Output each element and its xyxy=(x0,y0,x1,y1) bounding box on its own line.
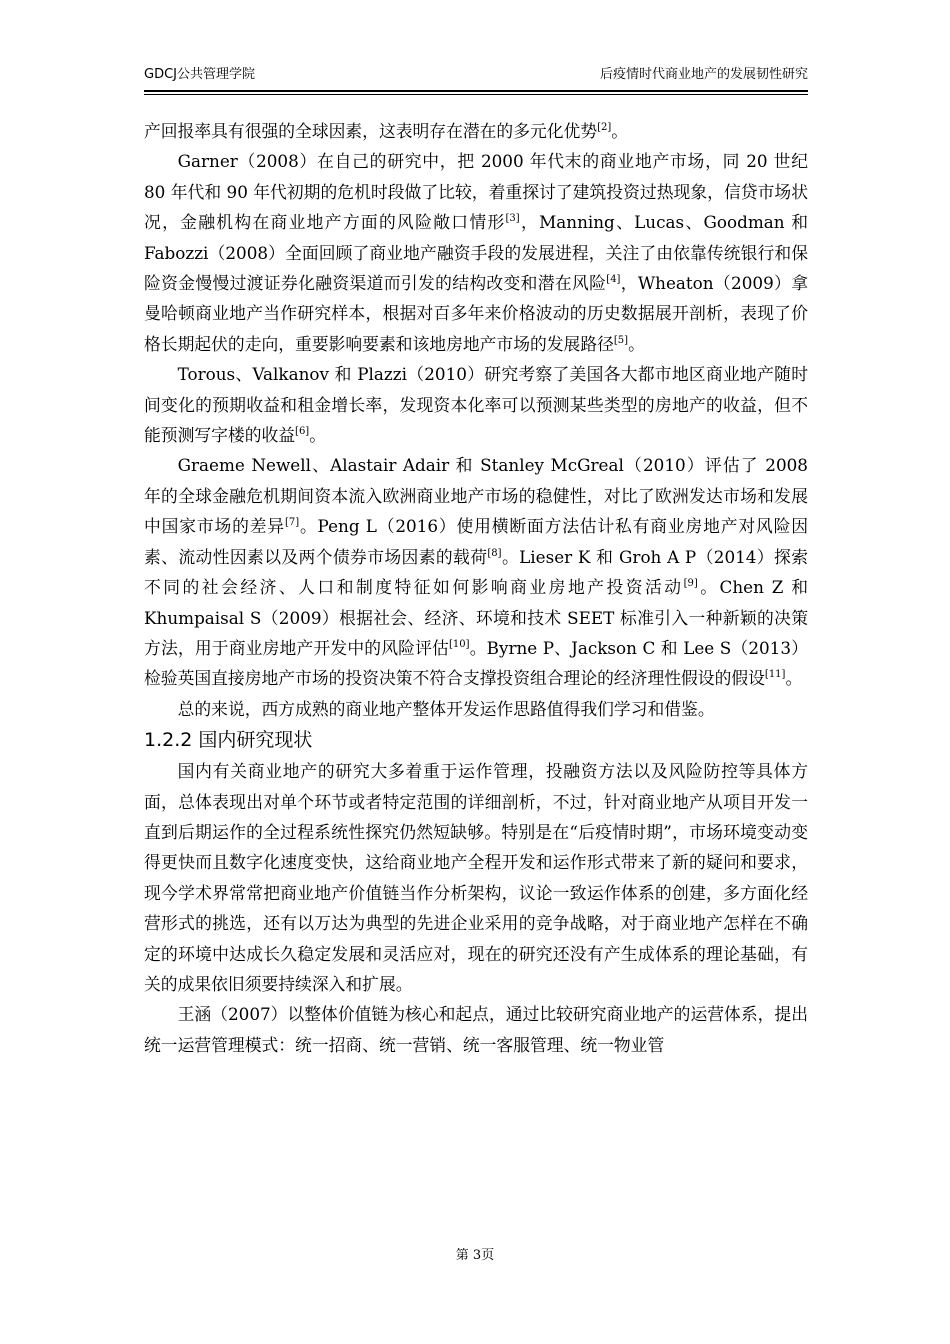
paragraph-1: 产回报率具有很强的全球因素，这表明存在潜在的多元化优势[2]。 xyxy=(144,121,629,141)
citation[interactable]: [2] xyxy=(597,122,612,133)
header-thesis-title: 后疫情时代商业地产的发展韧性研究 xyxy=(599,67,808,82)
page-number: 第 3页 xyxy=(455,1248,495,1263)
citation[interactable]: [6] xyxy=(295,426,310,438)
document-body xyxy=(144,116,808,1060)
citation[interactable]: [10] xyxy=(449,638,470,650)
section-heading: 1.2.2 国内研究现状 xyxy=(144,729,313,752)
paragraph-2: Garner（2008）在自己的研究中，把 2000 年代末的商业地产市场，同 20 世纪 80 年代和 90 年代初期的危机时段做了比较，着重探讨了建筑投资过热现象，信贷市场状况，金融机构在商业地产方面的风险敞口情形[3]，Manning、Lucas、Goodman 和 Fabozzi（2008）全面回顾了商业地产融资手段的发展进程，关注了由依靠传统银行和保险资金慢慢过渡证券化融资渠道而引发的结构改变和潜在风险[4]，Wheaton（2009）拿曼哈顿商业地产当作研究样本，根据对百多年来价格波动的历史数据展开剖析，表现了价格长期起伏的走向，重要影响要素和该地房地产市场的发展路径[5]。 xyxy=(144,151,808,354)
citation[interactable]: [4] xyxy=(606,274,621,286)
paragraph-4: Graeme Newell、Alastair Adair 和 Stanley McGreal（2010）评估了 2008 年的全球金融危机期间资本流入欧洲商业地产市场的稳健性，对比了欧洲发达市场和发展中国家市场的差异[7]。Peng L（2016）使用横断面方法估计私有商业房地产对风险因素、流动性因素以及两个债券市场因素的载荷[8]。Lieser K 和 Groh A P（2014）探索不同的社会经济、人口和制度特征如何影响商业房地产投资活动[9]。Chen Z 和 Khumpaisal S（2009）根据社会、经济、环境和技术 SEET 标准引入一种新颖的决策方法，用于商业房地产开发中的风险评估[10]。Byrne P、Jackson C 和 Lee S（2013）检验英国直接房地产市场的投资决策不符合支撑投资组合理论的经济理性假设的假设[11]。 xyxy=(144,455,808,689)
header-rule-thick xyxy=(144,90,808,92)
header-school: GDCJ公共管理学院 xyxy=(144,67,255,82)
citation[interactable]: [9] xyxy=(683,578,698,590)
header-rule-thin xyxy=(144,94,808,95)
paragraph-3: Torous、Valkanov 和 Plazzi（2010）研究考察了美国各大都市地区商业地产随时间变化的预期收益和租金增长率，发现资本化率可以预测某些类型的房地产的收益，但不能预测写字楼的收益[6]。 xyxy=(144,364,808,446)
citation[interactable]: [5] xyxy=(613,334,629,346)
page-header xyxy=(144,64,808,86)
paragraph-5: 总的来说，西方成熟的商业地产整体开发运作思路值得我们学习和借鉴。 xyxy=(177,698,715,719)
paragraph-6: 国内有关商业地产的研究大多着重于运作管理，投融资方法以及风险防控等具体方面，总体表现出对单个环节或者特定范围的详细剖析，不过，针对商业地产从项目开发一直到后期运作的全过程系统性探究仍然短缺够。特别是在“后疫情时期”，市场环境变动变得更快而且数字化速度变快，这给商业地产全程开发和运作形式带来了新的疑问和要求，现今学术界常常把商业地产价值链当作分析架构，议论一致运作体系的创建，多方面化经营形式的挑选，还有以万达为典型的先进企业采用的竞争战略，对于商业地产怎样在不确定的环境中达成长久稳定发展和灵活应对，现在的研究还没有产生成体系的理论基础，有关的成果依旧须要持续深入和扩展。 xyxy=(144,761,808,994)
citation[interactable]: [11] xyxy=(764,669,786,681)
citation[interactable]: [8] xyxy=(487,547,502,559)
citation[interactable]: [3] xyxy=(505,213,520,225)
paragraph-7: 王涵（2007）以整体价值链为核心和起点，通过比较研究商业地产的运营体系，提出统一运营管理模式：统一招商、统一营销、统一客服管理、统一物业管 xyxy=(144,1004,808,1055)
citation[interactable]: [7] xyxy=(284,517,300,529)
